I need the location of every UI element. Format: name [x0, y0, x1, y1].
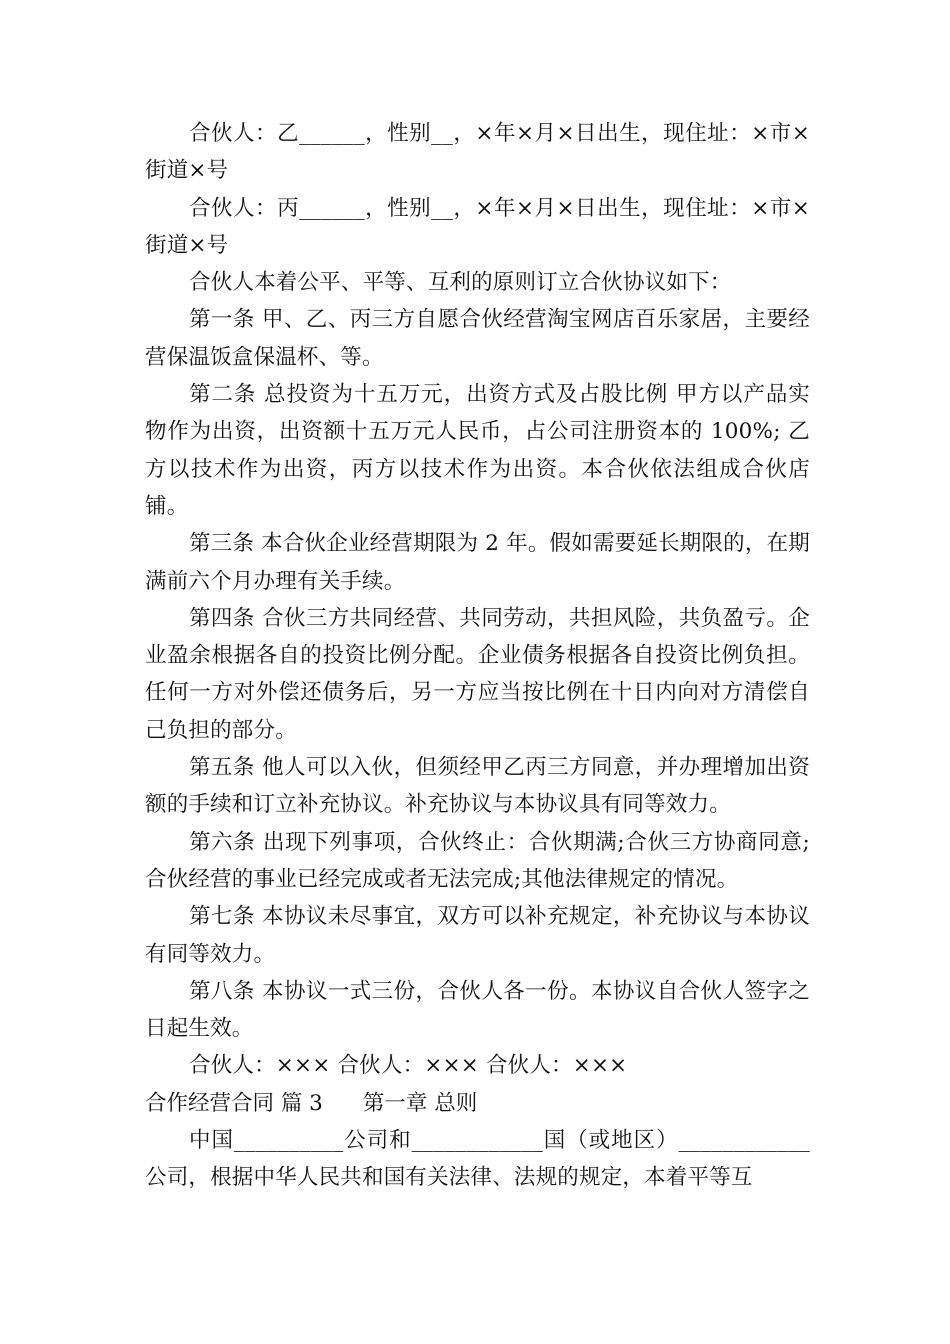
paragraph-article-7: 第七条 本协议未尽事宜，双方可以补充规定，补充协议与本协议有同等效力。 [145, 904, 810, 967]
paragraph-signatures: 合伙人：××× 合伙人：××× 合伙人：××× [189, 1053, 628, 1079]
chapter-title: 第一章 总则 [362, 1090, 478, 1116]
paragraph-partner-c: 合伙人：丙______，性别__，×年×月×日出生，现住址：×市×街道×号 [145, 195, 810, 258]
paragraph-article-6: 第六条 出现下列事项，合伙终止：合伙期满;合伙三方协商同意;合伙经营的事业已经完成或者无法完成;其他法律规定的情况。 [145, 829, 810, 892]
paragraph-article-2: 第二条 总投资为十五万元，出资方式及占股比例 甲方以产品实物作为出资，出资额十五万元人民币，占公司注册资本的 100%; 乙方以技术作为出资，丙方以技术作为出资。本合伙依法组成合伙店铺。 [145, 382, 810, 519]
paragraph-preamble: 合伙人本着公平、平等、互利的原则订立合伙协议如下： [189, 270, 732, 296]
document-page [145, 115, 810, 1197]
paragraph-article-4: 第四条 合伙三方共同经营、共同劳动，共担风险，共负盈亏。企业盈余根据各自的投资比例分配。企业债务根据各自投资比例负担。任何一方对外偿还债务后，另一方应当按比例在十日内向对方清偿自己负担的部分。 [145, 605, 810, 743]
paragraph-partner-b: 合伙人：乙______，性别__，×年×月×日出生，现住址：×市×街道×号 [145, 121, 810, 184]
paragraph-article-5: 第五条 他人可以入伙，但须经甲乙丙三方同意，并办理增加出资额的手续和订立补充协议。补充协议与本协议具有同等效力。 [145, 755, 810, 818]
paragraph-contract-intro: 中国__________公司和____________国（或地区）____________公司，根据中华人民共和国有关法律、法规的规定，本着平等互 [145, 1128, 810, 1191]
paragraph-article-3: 第三条 本合伙企业经营期限为 2 年。假如需要延长期限的，在期满前六个月办理有关手续。 [145, 531, 810, 594]
section-heading [145, 1085, 810, 1122]
paragraph-article-1: 第一条 甲、乙、丙三方自愿合伙经营淘宝网店百乐家居，主要经营保温饭盒保温杯、等。 [145, 307, 810, 370]
section-title: 合作经营合同 篇 3 [145, 1090, 323, 1116]
paragraph-article-8: 第八条 本协议一式三份，合伙人各一份。本协议自合伙人签字之日起生效。 [145, 978, 810, 1042]
